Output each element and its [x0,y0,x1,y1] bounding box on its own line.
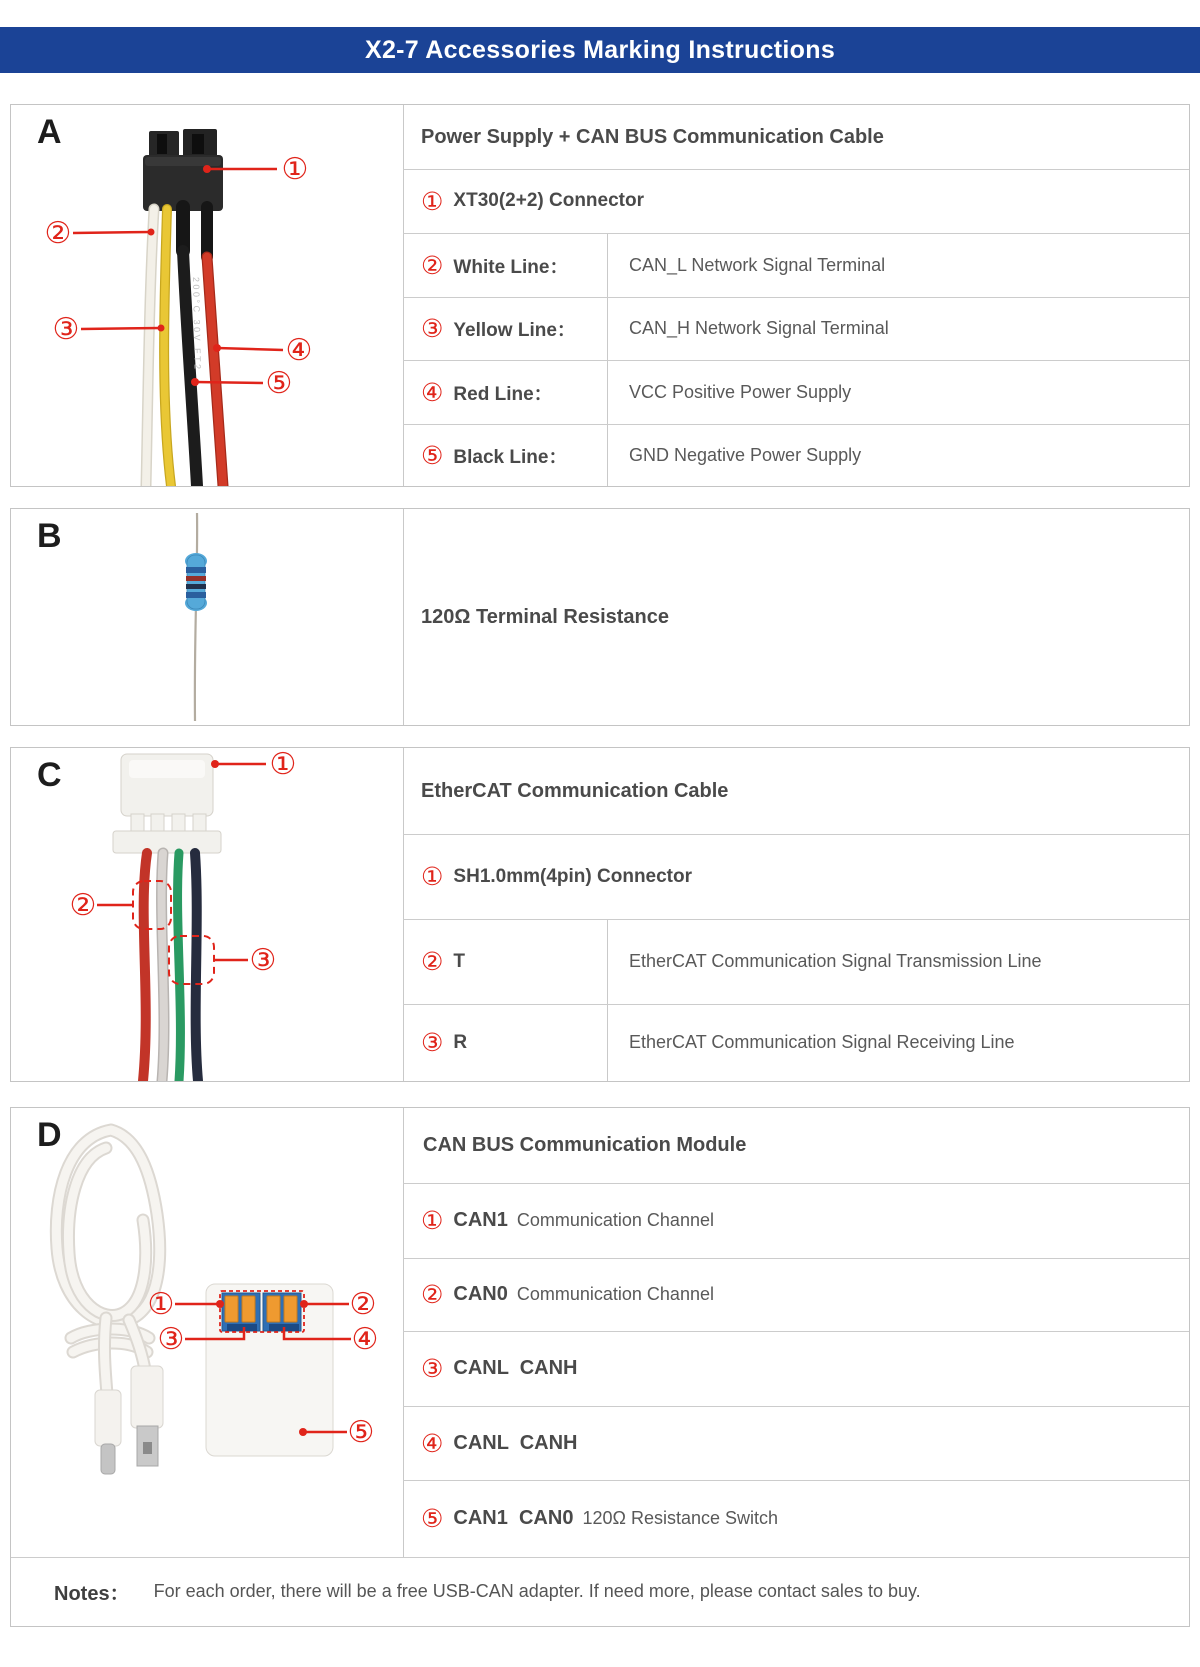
black-cable-marking: 200°C 30V FT2 [191,276,203,372]
table-cell [607,360,1189,424]
circled-number: ① [421,863,444,891]
callout-4-d: ④ [351,1322,379,1357]
callout-3-a: ③ [52,312,80,347]
table-row [403,1480,1189,1557]
wire-label: Black Line： [453,446,568,468]
channel-label: CAN1 [453,1209,508,1231]
circled-number: ③ [421,1029,444,1057]
circled-number: ② [421,251,444,280]
terminal-label: CANL CANH [453,1431,578,1454]
table-row [403,297,607,360]
ethercat-cable-photo [11,748,403,1081]
power-can-cable-photo [11,105,403,486]
callout-3-d: ③ [157,1322,185,1357]
channel-desc: Communication Channel [516,1284,714,1304]
section-b [10,508,1190,726]
section-a-header: Power Supply + CAN BUS Communication Cable [421,125,884,148]
signal-label: R [453,1031,468,1053]
callout-3-c: ③ [249,943,277,978]
wire-desc: CAN_L Network Signal Terminal [629,254,886,275]
circled-number: ⑤ [421,441,444,470]
section-b-letter: B [37,517,62,555]
table-row [403,919,607,1004]
table-row-header [403,105,1189,169]
table-row [403,509,1189,725]
signal-desc: EtherCAT Communication Signal Transmission Line [629,951,1042,971]
switch-desc: 120Ω Resistance Switch [582,1508,779,1528]
table-cell [607,233,1189,297]
callout-1-a: ① [281,152,309,187]
wire-label: Yellow Line： [453,320,576,341]
callout-1-d: ① [147,1287,175,1322]
section-d-letter: D [37,1116,62,1154]
callout-5-d: ⑤ [347,1415,375,1450]
can-module-photo [11,1108,403,1557]
section-c [10,747,1190,1082]
table-row [403,233,607,297]
circled-number: ① [421,1207,444,1235]
page-title-text: X2-7 Accessories Marking Instructions [364,35,836,64]
cable-wires [146,207,223,486]
circled-number: ④ [421,1429,444,1458]
terminal-label: CANL CANH [453,1357,578,1379]
callout-2-a: ② [44,216,72,251]
channel-desc: Communication Channel [516,1210,714,1230]
resistor-label: 120Ω Terminal Resistance [421,605,670,628]
connector-label: SH1.0mm(4pin) Connector [453,865,693,887]
switch-label: CAN1 CAN0 [453,1507,574,1529]
notes-label: Notes： [54,1583,130,1605]
usb-c-connector [95,1390,121,1474]
table-row [403,1004,607,1081]
circled-number: ③ [421,315,444,343]
callout-1-c: ① [269,748,297,782]
section-c-letter: C [37,756,62,794]
page-title [0,27,1200,73]
section-d-header: CAN BUS Communication Module [423,1134,747,1156]
notes-row [11,1557,1189,1626]
connector-label: XT30(2+2) Connector [453,190,644,211]
table-row-header [403,1108,1189,1183]
resistor-photo [11,509,403,725]
signal-label: T [453,950,466,972]
callout-2-c: ② [69,888,97,923]
circled-number: ③ [421,1355,444,1383]
table-row [403,424,607,486]
table-cell [607,919,1189,1004]
circled-number: ④ [421,378,444,407]
wire-desc: GND Negative Power Supply [629,444,862,465]
section-d [10,1107,1190,1627]
table-row [403,360,607,424]
circled-number: ② [421,948,444,976]
can-module-drawing [206,1284,333,1456]
table-row [403,1331,1189,1406]
circled-number: ① [421,187,444,216]
table-cell [607,424,1189,486]
table-row [403,1406,1189,1480]
usb-a-connector [131,1366,163,1466]
wire-label: White Line： [453,256,569,278]
table-cell [607,1004,1189,1081]
section-a-letter: A [37,113,62,151]
callout-4-a: ④ [285,333,313,368]
sh-connector-drawing [113,754,221,853]
usb-cable-drawing [56,1130,159,1394]
wire-desc: CAN_H Network Signal Terminal [629,318,889,338]
section-c-header: EtherCAT Communication Cable [421,779,729,802]
table-row-header [403,748,1189,834]
circled-number: ⑤ [421,1505,444,1533]
callout-5-a: ⑤ [265,366,293,401]
circled-number: ② [421,1281,444,1309]
channel-label: CAN0 [453,1283,508,1305]
callout-2-d: ② [349,1287,377,1322]
section-a [10,104,1190,487]
wire-label: Red Line： [453,383,553,405]
table-row-connector [403,169,1189,233]
notes-text: For each order, there will be a free USB-CAN adapter. If need more, please contact sales to buy. [153,1581,921,1601]
table-row [403,1183,1189,1258]
signal-desc: EtherCAT Communication Signal Receiving Line [629,1032,1015,1052]
wire-desc: VCC Positive Power Supply [629,381,852,402]
table-row-connector [403,834,1189,919]
table-row [403,1258,1189,1331]
table-cell [607,297,1189,360]
